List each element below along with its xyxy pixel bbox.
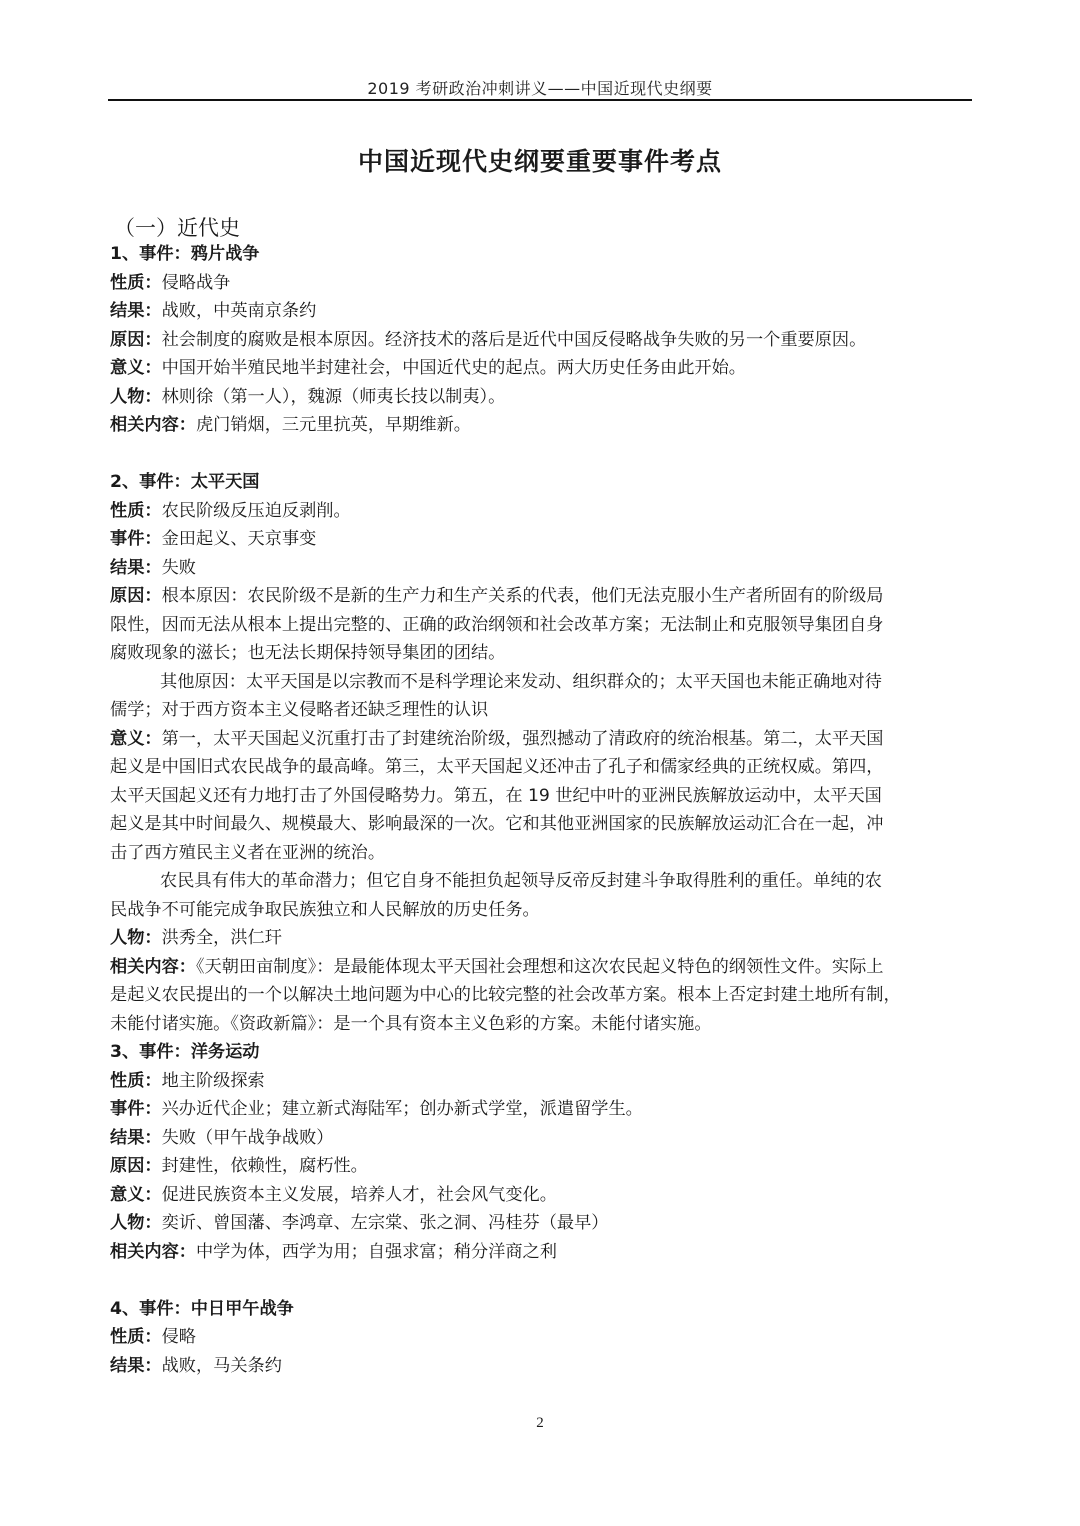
event-item-line bbox=[110, 924, 972, 953]
event-item-line bbox=[110, 1095, 972, 1124]
item-label: 性质： bbox=[110, 500, 162, 521]
item-label: 意义： bbox=[110, 728, 162, 749]
item-text: 虎门销烟，三元里抗英，早期维新。 bbox=[195, 415, 471, 435]
item-text: 击了西方殖民主义者在亚洲的统治。 bbox=[110, 842, 386, 863]
event-item-line bbox=[110, 867, 972, 896]
item-label: 原因： bbox=[110, 1156, 162, 1176]
item-text: 起义是中国旧式农民战争的最高峰。第三，太平天国起义还冲击了孔子和儒家经典的正统权威。第四， bbox=[110, 757, 884, 777]
item-text: 是起义农民提出的一个以解决土地问题为中心的比较完整的社会改革方案。根本上否定封建土地所有制， bbox=[110, 985, 901, 1005]
event-item-line bbox=[110, 582, 972, 611]
event-item-line bbox=[110, 839, 972, 868]
event-item-line bbox=[110, 1181, 972, 1210]
event-item-line bbox=[110, 1124, 972, 1153]
item-text: 起义是其中时间最久、规模最大、影响最深的一次。它和其他亚洲国家的民族解放运动汇合在一起，冲 bbox=[110, 814, 884, 834]
event-item-line bbox=[110, 725, 972, 754]
item-text: 限性，因而无法从根本上提出完整的、正确的政治纲领和社会改革方案；无法制止和克服领导集团自身 bbox=[110, 614, 884, 635]
event-item-line bbox=[110, 1352, 972, 1381]
event-item-line bbox=[110, 554, 972, 583]
event-item-line bbox=[110, 668, 972, 697]
item-text: 金田起义、天京事变 bbox=[161, 529, 317, 549]
item-label: 人物： bbox=[110, 386, 162, 407]
event-item-line bbox=[110, 896, 972, 925]
event-item-line bbox=[110, 1209, 972, 1238]
item-text: 地主阶级探索 bbox=[161, 1070, 265, 1091]
section-heading: （一）近代史 bbox=[114, 216, 240, 240]
event-heading: 1、事件：鸦片战争 bbox=[110, 244, 260, 264]
item-label: 性质： bbox=[110, 1070, 162, 1091]
event-item-line bbox=[110, 383, 972, 412]
item-text: 侵略 bbox=[161, 1327, 196, 1347]
item-label: 相关内容： bbox=[110, 1241, 196, 1262]
item-text: 第一，太平天国起义沉重打击了封建统治阶级，强烈撼动了清政府的统治根基。第二，太平天国 bbox=[161, 728, 884, 749]
event-item-line bbox=[110, 810, 972, 839]
item-text: 社会制度的腐败是根本原因。经济技术的落后是近代中国反侵略战争失败的另一个重要原因。 bbox=[161, 329, 867, 350]
item-text: 侵略战争 bbox=[161, 272, 231, 293]
item-text: 中学为体，西学为用；自强求富；稍分洋商之利 bbox=[195, 1241, 557, 1262]
item-text: 中国开始半殖民地半封建社会，中国近代史的起点。两大历史任务由此开始。 bbox=[161, 358, 746, 378]
event-item-line bbox=[110, 269, 972, 298]
item-label: 性质： bbox=[110, 1327, 162, 1347]
item-text: 失败 bbox=[161, 557, 196, 578]
event-item-line bbox=[110, 326, 972, 355]
event-item-line bbox=[110, 1010, 972, 1039]
item-label: 结果： bbox=[110, 557, 162, 578]
header-rule bbox=[108, 99, 972, 101]
running-header: 2019 考研政治冲刺讲义——中国近现代史纲要 bbox=[367, 79, 713, 98]
item-text: 战败，中英南京条约 bbox=[161, 301, 317, 321]
event-item-line bbox=[110, 411, 972, 440]
item-text: 《天朝田亩制度》：是最能体现太平天国社会理想和这次农民起义特色的纲领性文件。实际上 bbox=[195, 956, 884, 977]
item-label: 原因： bbox=[110, 586, 162, 606]
document-body bbox=[110, 240, 972, 1380]
event-item-line bbox=[110, 753, 972, 782]
event-item-line bbox=[110, 611, 972, 640]
page-number: 2 bbox=[536, 1415, 544, 1431]
event-heading: 2、事件：太平天国 bbox=[110, 472, 260, 492]
item-text: 奕䜣、曾国藩、李鸿章、左宗棠、张之洞、冯桂芬（最早） bbox=[161, 1213, 609, 1233]
item-text: 封建性，依赖性，腐朽性。 bbox=[161, 1156, 368, 1176]
item-text: 战败，马关条约 bbox=[161, 1355, 282, 1376]
item-text: 兴办近代企业；建立新式海陆军；创办新式学堂，派遣留学生。 bbox=[161, 1099, 643, 1119]
item-text: 农民阶级反压迫反剥削。 bbox=[161, 500, 351, 521]
item-text: 林则徐（第一人），魏源（师夷长技以制夷）。 bbox=[161, 386, 506, 407]
event-item-line bbox=[110, 354, 972, 383]
event-item-line bbox=[110, 981, 972, 1010]
event-item-line bbox=[110, 639, 972, 668]
item-label: 事件： bbox=[110, 1099, 162, 1119]
event-item-line bbox=[110, 696, 972, 725]
item-text: 根本原因：农民阶级不是新的生产力和生产关系的代表，他们无法克服小生产者所固有的阶级局 bbox=[161, 586, 884, 606]
item-text: 促进民族资本主义发展，培养人才，社会风气变化。 bbox=[161, 1184, 557, 1205]
spacer bbox=[110, 440, 972, 469]
item-text: 其他原因：太平天国是以宗教而不是科学理论来发动、组织群众的；太平天国也未能正确地对待 bbox=[160, 671, 882, 692]
event-heading: 4、事件：中日甲午战争 bbox=[110, 1298, 294, 1319]
event-item-line bbox=[110, 525, 972, 554]
event-item-line bbox=[110, 497, 972, 526]
item-label: 结果： bbox=[110, 1355, 162, 1376]
item-text: 失败（甲午战争战败） bbox=[161, 1127, 334, 1148]
event-item-line bbox=[110, 1238, 972, 1267]
event-item-line bbox=[110, 1323, 972, 1352]
item-label: 原因： bbox=[110, 329, 162, 350]
item-label: 性质： bbox=[110, 272, 162, 293]
item-label: 相关内容： bbox=[110, 956, 196, 977]
item-label: 结果： bbox=[110, 1127, 162, 1148]
item-text: 洪秀全，洪仁玕 bbox=[161, 928, 282, 948]
event-item-line bbox=[110, 1152, 972, 1181]
document-title: 中国近现代史纲要重要事件考点 bbox=[357, 147, 722, 176]
item-text: 农民具有伟大的革命潜力；但它自身不能担负起领导反帝反封建斗争取得胜利的重任。单纯的农 bbox=[160, 871, 882, 891]
item-text: 未能付诸实施。《资政新篇》：是一个具有资本主义色彩的方案。未能付诸实施。 bbox=[110, 1013, 712, 1034]
event-item-line bbox=[110, 953, 972, 982]
event-item-line bbox=[110, 297, 972, 326]
item-label: 意义： bbox=[110, 1184, 162, 1205]
item-label: 人物： bbox=[110, 1213, 162, 1233]
item-text: 腐败现象的滋长；也无法长期保持领导集团的团结。 bbox=[110, 643, 506, 663]
item-label: 人物： bbox=[110, 928, 162, 948]
item-text: 儒学；对于西方资本主义侵略者还缺乏理性的认识 bbox=[110, 700, 489, 720]
spacer bbox=[110, 1266, 972, 1295]
item-text: 太平天国起义还有力地打击了外国侵略势力。第五，在 19 世纪中叶的亚洲民族解放运动中，太平天国 bbox=[110, 785, 882, 806]
item-text: 民战争不可能完成争取民族独立和人民解放的历史任务。 bbox=[110, 899, 540, 920]
event-item-line bbox=[110, 1067, 972, 1096]
item-label: 相关内容： bbox=[110, 415, 196, 435]
item-label: 事件： bbox=[110, 529, 162, 549]
item-label: 结果： bbox=[110, 301, 162, 321]
event-item-line bbox=[110, 782, 972, 811]
event-heading: 3、事件：洋务运动 bbox=[110, 1042, 260, 1062]
item-label: 意义： bbox=[110, 358, 162, 378]
